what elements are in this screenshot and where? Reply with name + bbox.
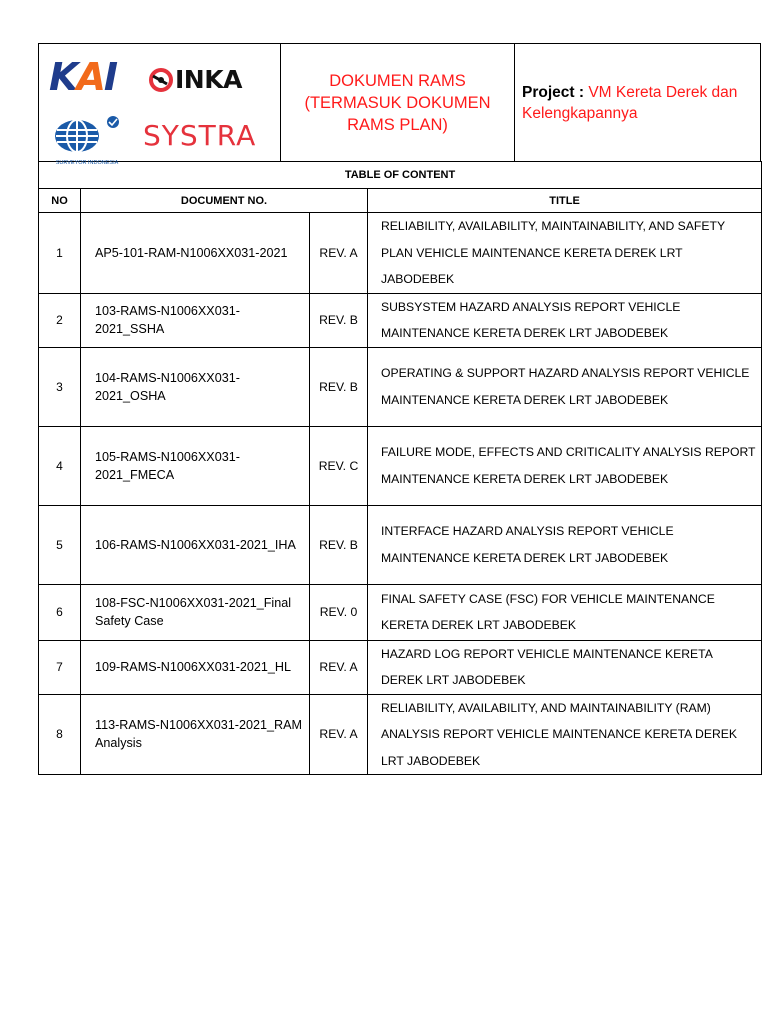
revision: REV. B [310, 505, 368, 584]
revision: REV. B [310, 293, 368, 347]
inka-logo: INKA [147, 66, 242, 94]
kai-logo: KAI [49, 55, 117, 99]
document-title-entry: HAZARD LOG REPORT VEHICLE MAINTENANCE KERETA DEREK LRT JABODEBEK [368, 640, 762, 694]
document-number: 108-FSC-N1006XX031-2021_Final Safety Case [81, 584, 310, 640]
revision: REV. C [310, 426, 368, 505]
revision: REV. A [310, 694, 368, 775]
table-row [39, 694, 762, 775]
document-header [38, 43, 761, 166]
surveyor-indonesia-logo [49, 114, 125, 166]
table-row [39, 584, 762, 640]
inka-emblem-icon [147, 66, 175, 94]
document-title-entry: RELIABILITY, AVAILABILITY, MAINTAINABILITY, AND SAFETY PLAN VEHICLE MAINTENANCE KERETA DEREK LRT JABODEBEK [368, 213, 762, 294]
document-title-entry: OPERATING & SUPPORT HAZARD ANALYSIS REPORT VEHICLE MAINTENANCE KERETA DEREK LRT JABODEBEK [368, 347, 762, 426]
document-title-entry: FINAL SAFETY CASE (FSC) FOR VEHICLE MAINTENANCE KERETA DEREK LRT JABODEBEK [368, 584, 762, 640]
row-number: 8 [39, 694, 81, 775]
table-row [39, 293, 762, 347]
document-title: DOKUMEN RAMS (TERMASUK DOKUMEN RAMS PLAN) [304, 71, 491, 134]
document-number: 104-RAMS-N1006XX031-2021_OSHA [81, 347, 310, 426]
row-number: 4 [39, 426, 81, 505]
document-number: AP5-101-RAM-N1006XX031-2021 [81, 213, 310, 294]
table-of-content [38, 161, 762, 775]
document-title-entry: RELIABILITY, AVAILABILITY, AND MAINTAINABILITY (RAM) ANALYSIS REPORT VEHICLE MAINTENANCE KERETA DEREK LRT JABODEBEK [368, 694, 762, 775]
row-number: 7 [39, 640, 81, 694]
row-number: 5 [39, 505, 81, 584]
row-number: 2 [39, 293, 81, 347]
column-header-no: NO [39, 189, 81, 213]
surveyor-indonesia-caption: SURVEYOR INDONESIA [55, 160, 119, 166]
document-number: 103-RAMS-N1006XX031-2021_SSHA [81, 293, 310, 347]
table-row [39, 426, 762, 505]
row-number: 1 [39, 213, 81, 294]
document-title-entry: FAILURE MODE, EFFECTS AND CRITICALITY ANALYSIS REPORT MAINTENANCE KERETA DEREK LRT JABODEBEK [368, 426, 762, 505]
project-cell [515, 44, 760, 161]
document-title-cell [281, 44, 515, 161]
systra-logo: SYSTRA [143, 119, 257, 152]
document-number: 105-RAMS-N1006XX031-2021_FMECA [81, 426, 310, 505]
document-number: 113-RAMS-N1006XX031-2021_RAM Analysis [81, 694, 310, 775]
project-value: VM Kereta Derek dan Kelengkapannya [522, 83, 738, 122]
table-row [39, 347, 762, 426]
table-row [39, 505, 762, 584]
table-row [39, 213, 762, 294]
logo-panel [39, 44, 281, 166]
column-header-document-no: DOCUMENT NO. [81, 189, 368, 213]
column-header-title: TITLE [368, 189, 762, 213]
project-label: Project : [522, 83, 589, 101]
revision: REV. A [310, 640, 368, 694]
table-caption: TABLE OF CONTENT [39, 162, 762, 189]
revision: REV. A [310, 213, 368, 294]
document-title-entry: INTERFACE HAZARD ANALYSIS REPORT VEHICLE MAINTENANCE KERETA DEREK LRT JABODEBEK [368, 505, 762, 584]
project-info [522, 82, 760, 124]
revision: REV. B [310, 347, 368, 426]
document-number: 109-RAMS-N1006XX031-2021_HL [81, 640, 310, 694]
table-row [39, 640, 762, 694]
revision: REV. 0 [310, 584, 368, 640]
document-title-entry: SUBSYSTEM HAZARD ANALYSIS REPORT VEHICLE MAINTENANCE KERETA DEREK LRT JABODEBEK [368, 293, 762, 347]
rams-document-sheet [38, 43, 761, 775]
row-number: 3 [39, 347, 81, 426]
table-header-row [39, 189, 762, 213]
globe-icon [49, 114, 125, 154]
row-number: 6 [39, 584, 81, 640]
document-number: 106-RAMS-N1006XX031-2021_IHA [81, 505, 310, 584]
